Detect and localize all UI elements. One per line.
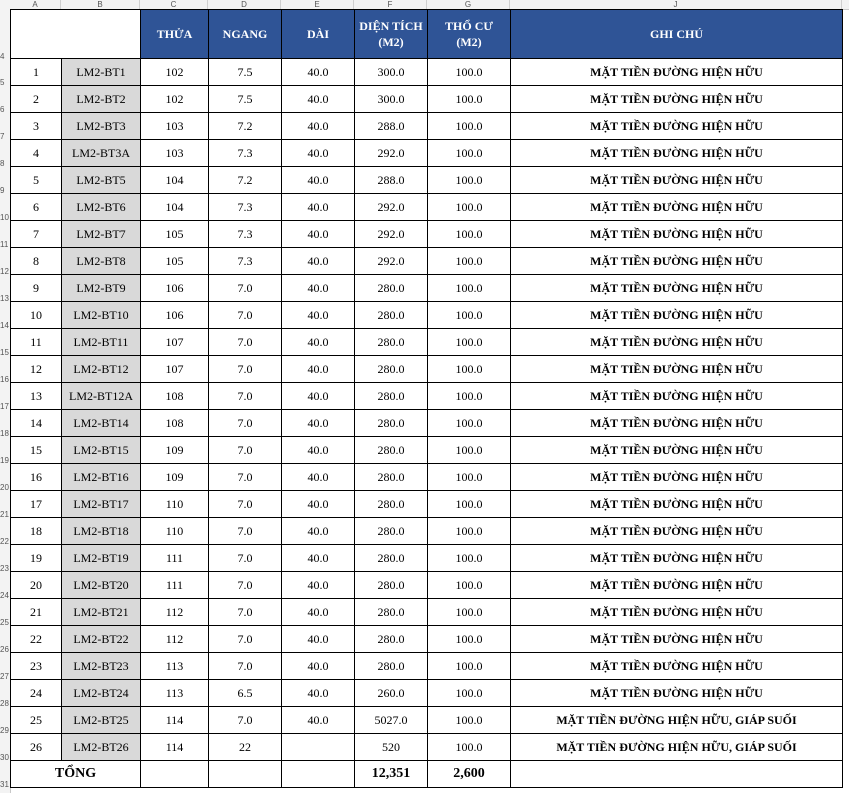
- header-ghi-chu[interactable]: [511, 10, 843, 59]
- row-header[interactable]: 14: [0, 321, 9, 330]
- table-row: [11, 734, 843, 761]
- thua-cell[interactable]: 106: [141, 302, 209, 329]
- row-header[interactable]: 16: [0, 375, 9, 384]
- total-empty-cell[interactable]: [282, 761, 355, 788]
- row-header[interactable]: 6: [0, 105, 5, 114]
- tho-cu-cell[interactable]: 100.0: [428, 491, 511, 518]
- stt-cell[interactable]: 1: [11, 59, 62, 86]
- row-header[interactable]: 13: [0, 294, 9, 303]
- dien-tich-cell[interactable]: 280.0: [355, 599, 428, 626]
- dien-tich-cell[interactable]: 280.0: [355, 518, 428, 545]
- tho-cu-cell[interactable]: 100.0: [428, 410, 511, 437]
- tho-cu-cell[interactable]: 100.0: [428, 302, 511, 329]
- dai-cell[interactable]: 40.0: [282, 491, 355, 518]
- stt-cell[interactable]: 9: [11, 275, 62, 302]
- lot-code-cell[interactable]: LM2-BT10: [62, 302, 141, 329]
- thua-cell[interactable]: 111: [141, 545, 209, 572]
- stt-cell[interactable]: 3: [11, 113, 62, 140]
- thua-cell[interactable]: 105: [141, 248, 209, 275]
- dai-cell[interactable]: 40.0: [282, 356, 355, 383]
- row-header[interactable]: 23: [0, 564, 9, 573]
- tho-cu-cell[interactable]: 100.0: [428, 140, 511, 167]
- ngang-cell[interactable]: 22: [209, 734, 282, 761]
- stt-cell[interactable]: 15: [11, 437, 62, 464]
- header-tho-cu-label: THỔ CƯ: [445, 19, 493, 33]
- tho-cu-cell[interactable]: 100.0: [428, 734, 511, 761]
- stt-cell[interactable]: 7: [11, 221, 62, 248]
- dien-tich-cell[interactable]: 280.0: [355, 356, 428, 383]
- total-row: [11, 761, 843, 788]
- ngang-cell[interactable]: 7.3: [209, 194, 282, 221]
- ghi-chu-cell[interactable]: MẶT TIỀN ĐƯỜNG HIỆN HỮU: [511, 167, 843, 194]
- dai-cell[interactable]: 40.0: [282, 437, 355, 464]
- table-row: [11, 275, 843, 302]
- thua-cell[interactable]: 114: [141, 707, 209, 734]
- dien-tich-cell[interactable]: 280.0: [355, 410, 428, 437]
- stt-cell[interactable]: 23: [11, 653, 62, 680]
- ghi-chu-cell[interactable]: MẶT TIỀN ĐƯỜNG HIỆN HỮU: [511, 599, 843, 626]
- ngang-cell[interactable]: 7.5: [209, 59, 282, 86]
- thua-cell[interactable]: 112: [141, 626, 209, 653]
- dai-cell[interactable]: 40.0: [282, 167, 355, 194]
- ngang-cell[interactable]: 7.0: [209, 275, 282, 302]
- thua-cell[interactable]: 107: [141, 329, 209, 356]
- ghi-chu-cell[interactable]: MẶT TIỀN ĐƯỜNG HIỆN HỮU: [511, 626, 843, 653]
- ngang-cell[interactable]: 7.0: [209, 653, 282, 680]
- table-row: [11, 194, 843, 221]
- stt-cell[interactable]: 16: [11, 464, 62, 491]
- thua-cell[interactable]: 110: [141, 518, 209, 545]
- tho-cu-cell[interactable]: 100.0: [428, 113, 511, 140]
- ngang-cell[interactable]: 7.3: [209, 221, 282, 248]
- ghi-chu-cell[interactable]: MẶT TIỀN ĐƯỜNG HIỆN HỮU: [511, 383, 843, 410]
- ghi-chu-cell[interactable]: MẶT TIỀN ĐƯỜNG HIỆN HỮU, GIÁP SUỐI: [511, 707, 843, 734]
- ghi-chu-cell[interactable]: MẶT TIỀN ĐƯỜNG HIỆN HỮU: [511, 437, 843, 464]
- tho-cu-cell[interactable]: 100.0: [428, 464, 511, 491]
- row-header[interactable]: 31: [0, 780, 9, 789]
- row-header[interactable]: 21: [0, 510, 9, 519]
- stt-cell[interactable]: 2: [11, 86, 62, 113]
- header-dai[interactable]: [282, 10, 355, 59]
- row-header[interactable]: 9: [0, 186, 5, 195]
- lot-code-cell[interactable]: LM2-BT2: [62, 86, 141, 113]
- stt-cell[interactable]: 5: [11, 167, 62, 194]
- lot-code-cell[interactable]: LM2-BT12A: [62, 383, 141, 410]
- dai-cell[interactable]: 40.0: [282, 383, 355, 410]
- header-row: [11, 10, 843, 59]
- ghi-chu-cell[interactable]: MẶT TIỀN ĐƯỜNG HIỆN HỮU: [511, 356, 843, 383]
- column-header-f[interactable]: F: [354, 0, 427, 9]
- tho-cu-cell[interactable]: 100.0: [428, 437, 511, 464]
- thua-cell[interactable]: 103: [141, 140, 209, 167]
- row-header[interactable]: 17: [0, 402, 9, 411]
- ngang-cell[interactable]: 7.2: [209, 167, 282, 194]
- lot-code-cell[interactable]: LM2-BT9: [62, 275, 141, 302]
- header-thua-label: THỬA: [156, 27, 193, 41]
- dien-tich-cell[interactable]: 292.0: [355, 221, 428, 248]
- lot-code-cell[interactable]: LM2-BT7: [62, 221, 141, 248]
- ngang-cell[interactable]: 6.5: [209, 680, 282, 707]
- lot-table: [10, 9, 843, 788]
- ngang-cell[interactable]: 7.0: [209, 626, 282, 653]
- row-header[interactable]: 20: [0, 483, 9, 492]
- stt-cell[interactable]: 21: [11, 599, 62, 626]
- table-row: [11, 572, 843, 599]
- dien-tich-cell[interactable]: 280.0: [355, 437, 428, 464]
- stt-cell[interactable]: 8: [11, 248, 62, 275]
- lot-code-cell[interactable]: LM2-BT3: [62, 113, 141, 140]
- ghi-chu-cell[interactable]: MẶT TIỀN ĐƯỜNG HIỆN HỮU, GIÁP SUỐI: [511, 734, 843, 761]
- ghi-chu-cell[interactable]: MẶT TIỀN ĐƯỜNG HIỆN HỮU: [511, 194, 843, 221]
- ghi-chu-cell[interactable]: MẶT TIỀN ĐƯỜNG HIỆN HỮU: [511, 221, 843, 248]
- dai-cell[interactable]: 40.0: [282, 248, 355, 275]
- table-row: [11, 248, 843, 275]
- tho-cu-cell[interactable]: 100.0: [428, 545, 511, 572]
- ngang-cell[interactable]: 7.0: [209, 410, 282, 437]
- ghi-chu-cell[interactable]: MẶT TIỀN ĐƯỜNG HIỆN HỮU: [511, 518, 843, 545]
- row-header[interactable]: 19: [0, 456, 9, 465]
- lot-code-cell[interactable]: LM2-BT11: [62, 329, 141, 356]
- dai-cell[interactable]: 40.0: [282, 680, 355, 707]
- dai-cell[interactable]: 40.0: [282, 707, 355, 734]
- lot-code-cell[interactable]: LM2-BT19: [62, 545, 141, 572]
- header-thua[interactable]: [141, 10, 209, 59]
- row-header[interactable]: 18: [0, 429, 9, 438]
- ngang-cell[interactable]: 7.0: [209, 437, 282, 464]
- row-header[interactable]: 24: [0, 591, 9, 600]
- dien-tich-cell[interactable]: 5027.0: [355, 707, 428, 734]
- thua-cell[interactable]: 102: [141, 86, 209, 113]
- lot-code-cell[interactable]: LM2-BT6: [62, 194, 141, 221]
- header-tho-cu-unit: (M2): [456, 35, 482, 49]
- header-dai-label: DÀI: [306, 27, 329, 41]
- dien-tich-cell[interactable]: 280.0: [355, 302, 428, 329]
- column-header-c[interactable]: C: [140, 0, 208, 9]
- thua-cell[interactable]: 114: [141, 734, 209, 761]
- dien-tich-cell[interactable]: 280.0: [355, 383, 428, 410]
- thua-cell[interactable]: 109: [141, 464, 209, 491]
- ngang-cell[interactable]: 7.3: [209, 248, 282, 275]
- row-header[interactable]: 28: [0, 699, 9, 708]
- table-row: [11, 221, 843, 248]
- dai-cell[interactable]: 40.0: [282, 113, 355, 140]
- tho-cu-cell[interactable]: 100.0: [428, 86, 511, 113]
- tho-cu-cell[interactable]: 100.0: [428, 194, 511, 221]
- tho-cu-cell[interactable]: 100.0: [428, 59, 511, 86]
- ngang-cell[interactable]: 7.0: [209, 707, 282, 734]
- row-header[interactable]: 5: [0, 78, 5, 87]
- dien-tich-cell[interactable]: 288.0: [355, 167, 428, 194]
- dai-cell[interactable]: 40.0: [282, 626, 355, 653]
- header-dien-tich-label: DIỆN TÍCH: [359, 19, 423, 33]
- column-header-a[interactable]: A: [10, 0, 61, 9]
- ngang-cell[interactable]: 7.0: [209, 545, 282, 572]
- table-row: [11, 680, 843, 707]
- ghi-chu-cell[interactable]: MẶT TIỀN ĐƯỜNG HIỆN HỮU: [511, 572, 843, 599]
- dien-tich-cell[interactable]: 292.0: [355, 248, 428, 275]
- row-header[interactable]: 30: [0, 753, 9, 762]
- total-empty-cell[interactable]: [511, 761, 843, 788]
- column-header-g[interactable]: G: [427, 0, 510, 9]
- header-ghi-chu-label: GHI CHÚ: [649, 27, 703, 41]
- ngang-cell[interactable]: 7.0: [209, 491, 282, 518]
- dien-tich-cell[interactable]: 292.0: [355, 140, 428, 167]
- stt-cell[interactable]: 12: [11, 356, 62, 383]
- lot-code-cell[interactable]: LM2-BT8: [62, 248, 141, 275]
- lot-code-cell[interactable]: LM2-BT12: [62, 356, 141, 383]
- dai-cell[interactable]: 40.0: [282, 194, 355, 221]
- tho-cu-cell[interactable]: 100.0: [428, 221, 511, 248]
- stt-cell[interactable]: 14: [11, 410, 62, 437]
- thua-cell[interactable]: 106: [141, 275, 209, 302]
- lot-code-cell[interactable]: LM2-BT22: [62, 626, 141, 653]
- thua-cell[interactable]: 111: [141, 572, 209, 599]
- tho-cu-cell[interactable]: 100.0: [428, 329, 511, 356]
- total-dien-tich-cell[interactable]: 12,351: [355, 761, 428, 788]
- header-ngang-label: NGANG: [222, 27, 268, 41]
- ghi-chu-cell[interactable]: MẶT TIỀN ĐƯỜNG HIỆN HỮU: [511, 86, 843, 113]
- column-header-b[interactable]: B: [61, 0, 140, 9]
- lot-code-cell[interactable]: LM2-BT5: [62, 167, 141, 194]
- total-empty-cell[interactable]: [209, 761, 282, 788]
- thua-cell[interactable]: 103: [141, 113, 209, 140]
- row-header[interactable]: 26: [0, 645, 9, 654]
- stt-cell[interactable]: 6: [11, 194, 62, 221]
- table-row: [11, 140, 843, 167]
- table-row: [11, 113, 843, 140]
- column-header-d[interactable]: D: [208, 0, 281, 9]
- lot-code-cell[interactable]: LM2-BT1: [62, 59, 141, 86]
- ghi-chu-cell[interactable]: MẶT TIỀN ĐƯỜNG HIỆN HỮU: [511, 491, 843, 518]
- row-header[interactable]: 4: [0, 52, 5, 61]
- dien-tich-cell[interactable]: 260.0: [355, 680, 428, 707]
- ghi-chu-cell[interactable]: MẶT TIỀN ĐƯỜNG HIỆN HỮU: [511, 653, 843, 680]
- dai-cell[interactable]: 40.0: [282, 86, 355, 113]
- lot-code-cell[interactable]: LM2-BT24: [62, 680, 141, 707]
- tho-cu-cell[interactable]: 100.0: [428, 248, 511, 275]
- dien-tich-cell[interactable]: 300.0: [355, 59, 428, 86]
- stt-cell[interactable]: 19: [11, 545, 62, 572]
- lot-code-cell[interactable]: LM2-BT3A: [62, 140, 141, 167]
- tho-cu-cell[interactable]: 100.0: [428, 356, 511, 383]
- row-header[interactable]: 7: [0, 132, 5, 141]
- stt-cell[interactable]: 4: [11, 140, 62, 167]
- thua-cell[interactable]: 113: [141, 680, 209, 707]
- row-header[interactable]: 15: [0, 348, 9, 357]
- stt-cell[interactable]: 26: [11, 734, 62, 761]
- dai-cell[interactable]: 40.0: [282, 329, 355, 356]
- ngang-cell[interactable]: 7.0: [209, 329, 282, 356]
- ghi-chu-cell[interactable]: MẶT TIỀN ĐƯỜNG HIỆN HỮU: [511, 680, 843, 707]
- row-header[interactable]: 12: [0, 267, 9, 276]
- ngang-cell[interactable]: 7.0: [209, 356, 282, 383]
- tho-cu-cell[interactable]: 100.0: [428, 626, 511, 653]
- dai-cell[interactable]: 40.0: [282, 275, 355, 302]
- total-empty-cell[interactable]: [141, 761, 209, 788]
- table-row: [11, 653, 843, 680]
- table-row: [11, 464, 843, 491]
- ngang-cell[interactable]: 7.5: [209, 86, 282, 113]
- thua-cell[interactable]: 110: [141, 491, 209, 518]
- header-dien-tich-unit: (M2): [378, 35, 404, 49]
- ngang-cell[interactable]: 7.0: [209, 464, 282, 491]
- ghi-chu-cell[interactable]: MẶT TIỀN ĐƯỜNG HIỆN HỮU: [511, 329, 843, 356]
- stt-cell[interactable]: 25: [11, 707, 62, 734]
- lot-code-cell[interactable]: LM2-BT17: [62, 491, 141, 518]
- stt-cell[interactable]: 20: [11, 572, 62, 599]
- tho-cu-cell[interactable]: 100.0: [428, 275, 511, 302]
- lot-code-cell[interactable]: LM2-BT14: [62, 410, 141, 437]
- tho-cu-cell[interactable]: 100.0: [428, 572, 511, 599]
- dien-tich-cell[interactable]: 280.0: [355, 464, 428, 491]
- thua-cell[interactable]: 104: [141, 167, 209, 194]
- ngang-cell[interactable]: 7.0: [209, 599, 282, 626]
- dien-tich-cell[interactable]: 292.0: [355, 194, 428, 221]
- thua-cell[interactable]: 108: [141, 410, 209, 437]
- stt-cell[interactable]: 22: [11, 626, 62, 653]
- lot-code-cell[interactable]: LM2-BT21: [62, 599, 141, 626]
- dien-tich-cell[interactable]: 280.0: [355, 491, 428, 518]
- column-header-e[interactable]: E: [281, 0, 354, 9]
- dien-tich-cell[interactable]: 280.0: [355, 545, 428, 572]
- lot-code-cell[interactable]: LM2-BT23: [62, 653, 141, 680]
- dien-tich-cell[interactable]: 280.0: [355, 626, 428, 653]
- dien-tich-cell[interactable]: 280.0: [355, 275, 428, 302]
- header-blank-cell[interactable]: [11, 10, 141, 59]
- tho-cu-cell[interactable]: 100.0: [428, 383, 511, 410]
- stt-cell[interactable]: 13: [11, 383, 62, 410]
- thua-cell[interactable]: 105: [141, 221, 209, 248]
- tho-cu-cell[interactable]: 100.0: [428, 599, 511, 626]
- ngang-cell[interactable]: 7.0: [209, 383, 282, 410]
- tho-cu-cell[interactable]: 100.0: [428, 680, 511, 707]
- dai-cell[interactable]: 40.0: [282, 518, 355, 545]
- thua-cell[interactable]: 102: [141, 59, 209, 86]
- table-row: [11, 356, 843, 383]
- dai-cell[interactable]: 40.0: [282, 140, 355, 167]
- ghi-chu-cell[interactable]: MẶT TIỀN ĐƯỜNG HIỆN HỮU: [511, 113, 843, 140]
- stt-cell[interactable]: 24: [11, 680, 62, 707]
- row-header[interactable]: 11: [0, 240, 9, 249]
- ghi-chu-cell[interactable]: MẶT TIỀN ĐƯỜNG HIỆN HỮU: [511, 545, 843, 572]
- dai-cell[interactable]: 40.0: [282, 599, 355, 626]
- stt-cell[interactable]: 10: [11, 302, 62, 329]
- ghi-chu-cell[interactable]: MẶT TIỀN ĐƯỜNG HIỆN HỮU: [511, 302, 843, 329]
- ghi-chu-cell[interactable]: MẶT TIỀN ĐƯỜNG HIỆN HỮU: [511, 464, 843, 491]
- row-header[interactable]: 8: [0, 159, 5, 168]
- dai-cell[interactable]: [282, 734, 355, 761]
- stt-cell[interactable]: 18: [11, 518, 62, 545]
- ghi-chu-cell[interactable]: MẶT TIỀN ĐƯỜNG HIỆN HỮU: [511, 140, 843, 167]
- dai-cell[interactable]: 40.0: [282, 545, 355, 572]
- dai-cell[interactable]: 40.0: [282, 59, 355, 86]
- thua-cell[interactable]: 108: [141, 383, 209, 410]
- dien-tich-cell[interactable]: 288.0: [355, 113, 428, 140]
- dien-tich-cell[interactable]: 520: [355, 734, 428, 761]
- ghi-chu-cell[interactable]: MẶT TIỀN ĐƯỜNG HIỆN HỮU: [511, 275, 843, 302]
- ngang-cell[interactable]: 7.3: [209, 140, 282, 167]
- dai-cell[interactable]: 40.0: [282, 302, 355, 329]
- dai-cell[interactable]: 40.0: [282, 464, 355, 491]
- dien-tich-cell[interactable]: 300.0: [355, 86, 428, 113]
- table-row: [11, 86, 843, 113]
- ngang-cell[interactable]: 7.0: [209, 572, 282, 599]
- lot-code-cell[interactable]: LM2-BT25: [62, 707, 141, 734]
- tho-cu-cell[interactable]: 100.0: [428, 707, 511, 734]
- table-row: [11, 167, 843, 194]
- header-ngang[interactable]: [209, 10, 282, 59]
- thua-cell[interactable]: 104: [141, 194, 209, 221]
- row-header[interactable]: 25: [0, 618, 9, 627]
- row-header[interactable]: 27: [0, 672, 9, 681]
- lot-code-cell[interactable]: LM2-BT16: [62, 464, 141, 491]
- table-row: [11, 491, 843, 518]
- table-row: [11, 437, 843, 464]
- total-label-cell[interactable]: TỔNG: [11, 761, 141, 788]
- table-row: [11, 410, 843, 437]
- stt-cell[interactable]: 17: [11, 491, 62, 518]
- row-header[interactable]: 10: [0, 213, 9, 222]
- tho-cu-cell[interactable]: 100.0: [428, 167, 511, 194]
- table-row: [11, 59, 843, 86]
- tho-cu-cell[interactable]: 100.0: [428, 653, 511, 680]
- tho-cu-cell[interactable]: 100.0: [428, 518, 511, 545]
- dien-tich-cell[interactable]: 280.0: [355, 653, 428, 680]
- header-dien-tich[interactable]: [355, 10, 428, 59]
- lot-code-cell[interactable]: LM2-BT18: [62, 518, 141, 545]
- table-row: [11, 599, 843, 626]
- table-row: [11, 302, 843, 329]
- ghi-chu-cell[interactable]: MẶT TIỀN ĐƯỜNG HIỆN HỮU: [511, 59, 843, 86]
- ghi-chu-cell[interactable]: MẶT TIỀN ĐƯỜNG HIỆN HỮU: [511, 410, 843, 437]
- dai-cell[interactable]: 40.0: [282, 221, 355, 248]
- dien-tich-cell[interactable]: 280.0: [355, 572, 428, 599]
- lot-code-cell[interactable]: LM2-BT20: [62, 572, 141, 599]
- row-header[interactable]: 29: [0, 726, 9, 735]
- table-row: [11, 383, 843, 410]
- ngang-cell[interactable]: 7.0: [209, 302, 282, 329]
- ngang-cell[interactable]: 7.2: [209, 113, 282, 140]
- table-row: [11, 707, 843, 734]
- lot-code-cell[interactable]: LM2-BT26: [62, 734, 141, 761]
- dai-cell[interactable]: 40.0: [282, 653, 355, 680]
- lot-code-cell[interactable]: LM2-BT15: [62, 437, 141, 464]
- dai-cell[interactable]: 40.0: [282, 410, 355, 437]
- thua-cell[interactable]: 113: [141, 653, 209, 680]
- thua-cell[interactable]: 107: [141, 356, 209, 383]
- ghi-chu-cell[interactable]: MẶT TIỀN ĐƯỜNG HIỆN HỮU: [511, 248, 843, 275]
- dien-tich-cell[interactable]: 280.0: [355, 329, 428, 356]
- column-header-j[interactable]: J: [510, 0, 842, 9]
- stt-cell[interactable]: 11: [11, 329, 62, 356]
- row-header[interactable]: 22: [0, 537, 9, 546]
- thua-cell[interactable]: 109: [141, 437, 209, 464]
- total-tho-cu-cell[interactable]: 2,600: [428, 761, 511, 788]
- table-row: [11, 518, 843, 545]
- header-tho-cu[interactable]: [428, 10, 511, 59]
- dai-cell[interactable]: 40.0: [282, 572, 355, 599]
- ngang-cell[interactable]: 7.0: [209, 518, 282, 545]
- thua-cell[interactable]: 112: [141, 599, 209, 626]
- table-row: [11, 545, 843, 572]
- table-row: [11, 626, 843, 653]
- table-row: [11, 329, 843, 356]
